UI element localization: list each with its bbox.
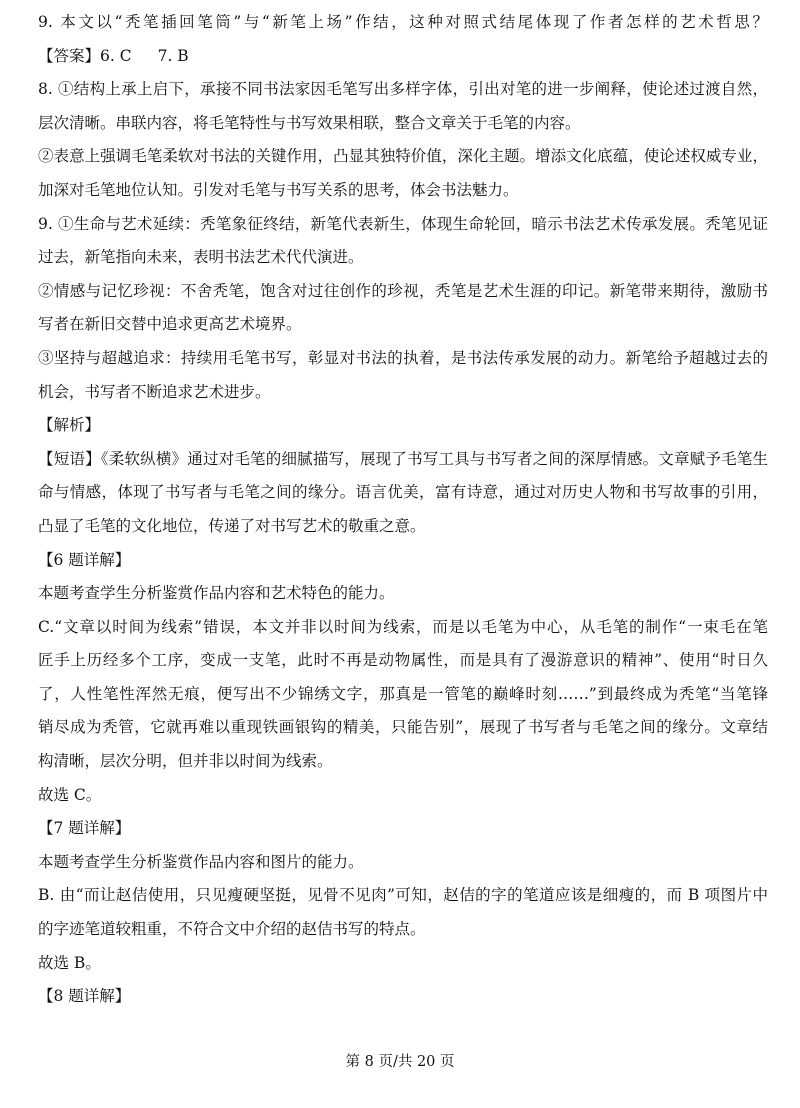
answer-9-p1-line2: 过去，新笔指向未来，表明书法艺术代代演进。 <box>38 248 364 267</box>
detail-7-intro: 本题考查学生分析鉴赏作品内容和图片的能力。 <box>38 852 364 871</box>
detail-6-heading: 【6 题详解】 <box>38 550 131 569</box>
summary-line1: 【短语】《柔软纵横》通过对毛笔的细腻描写，展现了书写工具与书写者之间的深厚情感。文章赋予毛笔生 <box>38 449 768 468</box>
answer-8-p1-line2: 层次清晰。串联内容，将毛笔特性与书写效果相联，整合文章关于毛笔的内容。 <box>38 113 581 132</box>
detail-6-intro: 本题考查学生分析鉴赏作品内容和艺术特色的能力。 <box>38 584 395 603</box>
answer-label: 【答案】 <box>38 46 101 65</box>
detail-7-line2: 的字迹笔道较粗重，不符合文中介绍的赵佶书写的特点。 <box>38 920 426 939</box>
summary-line3: 凸显了毛笔的文化地位，传递了对书写艺术的敬重之意。 <box>38 516 426 535</box>
answer-7: 7. B <box>157 46 189 65</box>
answer-9-p2-line2: 写者在新旧交替中追求更高艺术境界。 <box>38 315 302 334</box>
detail-7-heading: 【7 题详解】 <box>38 819 131 838</box>
analysis-label: 【解析】 <box>38 416 101 435</box>
answer-line <box>38 40 768 74</box>
detail-7-conclusion: 故选 B。 <box>38 953 101 972</box>
document-page <box>38 6 768 1014</box>
detail-6-line3: 了，人性笔性浑然无痕，便写出不少锦绣文字，那真是一管笔的巅峰时刻……”到最终成为秃笔“当笔锋 <box>38 684 768 703</box>
detail-7-line1: B. 由“而让赵佶使用，只见瘦硬坚挺，见骨不见肉”可知，赵佶的字的笔道应该是细瘦的，而 B 项图片中 <box>38 886 768 905</box>
summary-line2: 命与情感，体现了书写者与毛笔之间的缘分。语言优美，富有诗意，通过对历史人物和书写故事的引用， <box>38 483 768 502</box>
detail-6-conclusion: 故选 C。 <box>38 785 102 804</box>
detail-6-line1: C.“文章以时间为线索”错误，本文并非以时间为线索，而是以毛笔为中心，从毛笔的制作“一束毛在笔 <box>38 617 768 636</box>
question-9-prompt: 9. 本文以“秃笔插回笔筒”与“新笔上场”作结，这种对照式结尾体现了作者怎样的艺术哲思？ <box>38 13 768 31</box>
answer-9-p3-line1: ③坚持与超越追求：持续用毛笔书写，彰显对书法的执着，是书法传承发展的动力。新笔给予超越过去的 <box>38 348 768 367</box>
answer-9-p3-line2: 机会，书写者不断追求艺术进步。 <box>38 382 271 401</box>
page-footer: 第 8 页/共 20 页 <box>345 1054 455 1070</box>
detail-6-line5: 构清晰，层次分明，但并非以时间为线索。 <box>38 752 333 771</box>
answer-8-p2-line2: 加深对毛笔地位认知。引发对毛笔与书写关系的思考，体会书法魅力。 <box>38 180 519 199</box>
answer-6: 6. C <box>100 46 132 65</box>
answer-8-p2-line1: ②表意上强调毛笔柔软对书法的关键作用，凸显其独特价值，深化主题。增添文化底蕴，使论述权威专业， <box>38 147 768 166</box>
detail-8-heading: 【8 题详解】 <box>38 987 131 1006</box>
answer-9-p1-line1: 9. ①生命与艺术延续：秃笔象征终结，新笔代表新生，体现生命轮回，暗示书法艺术传承发展。秃笔见证 <box>38 214 768 233</box>
answer-9-p2-line1: ②情感与记忆珍视：不舍秃笔，饱含对过往创作的珍视，秃笔是艺术生涯的印记。新笔带来期待，激励书 <box>38 281 768 300</box>
detail-6-line2: 匠手上历经多个工序，变成一支笔，此时不再是动物属性，而是具有了漫游意识的精神”、使用“时日久 <box>38 651 768 670</box>
answer-8-p1-line1: 8. ①结构上承上启下，承接不同书法家因毛笔写出多样字体，引出对笔的进一步阐释，使论述过渡自然， <box>38 80 768 99</box>
detail-6-line4: 销尽成为秃管，它就再难以重现铁画银钩的精美，只能告别”，展现了书写者与毛笔之间的缘分。文章结 <box>38 718 768 737</box>
